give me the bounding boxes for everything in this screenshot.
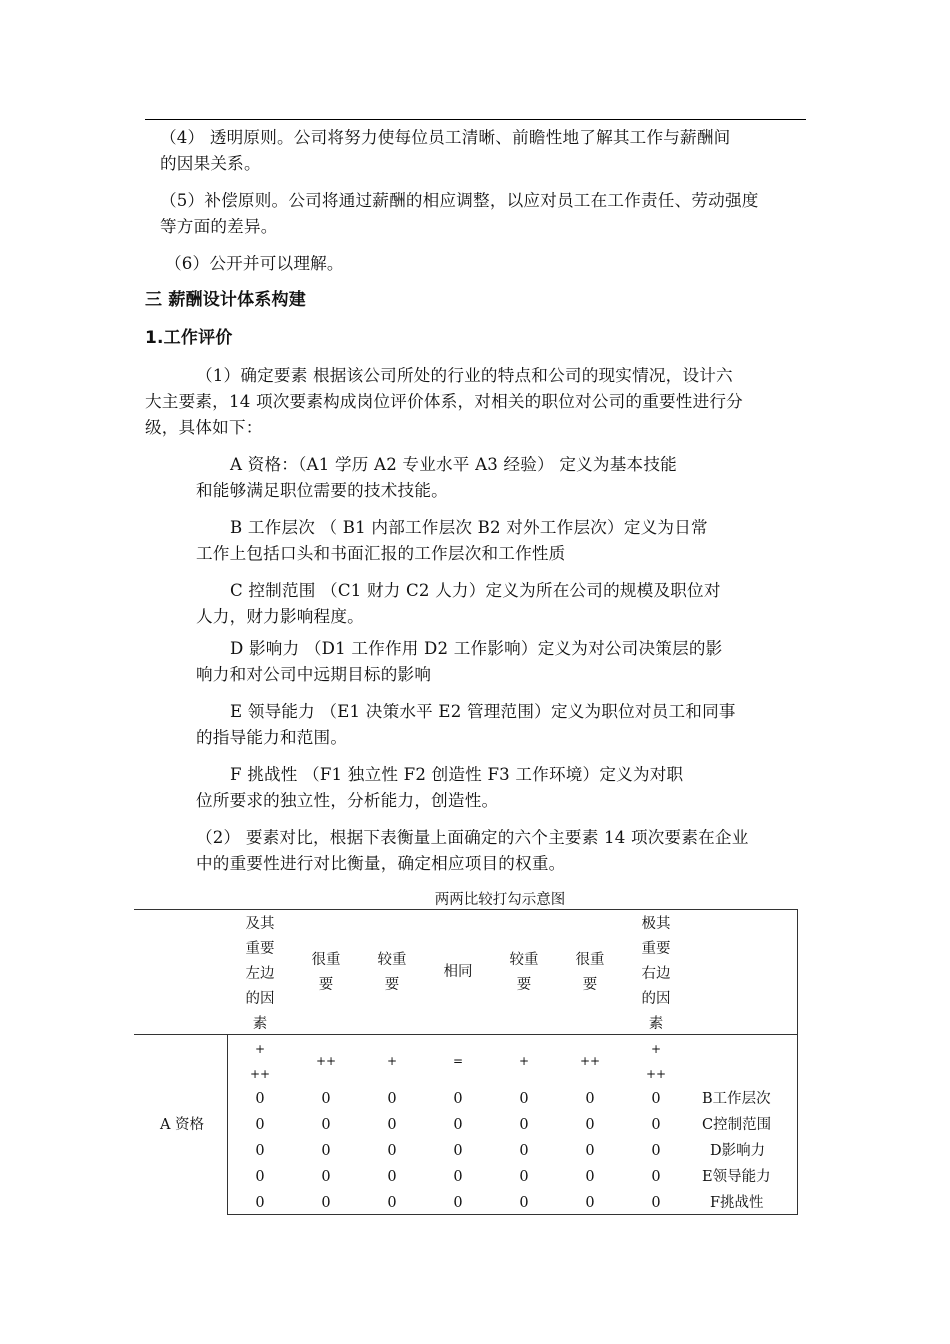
value-cell: 0 <box>321 1195 331 1211</box>
value-cell: 0 <box>321 1091 331 1107</box>
value-cell: 0 <box>651 1117 661 1133</box>
header-col-6: 很重 要 <box>575 952 605 993</box>
value-cell: 0 <box>387 1117 397 1133</box>
value-cell: 0 <box>321 1143 331 1159</box>
value-cell: 0 <box>651 1195 661 1211</box>
value-cell: 0 <box>585 1117 595 1133</box>
principle-5-line2: 等方面的差异。 <box>160 217 278 236</box>
compare-factor-name: F挑战性 <box>710 1195 764 1211</box>
header-col-4: 相同 <box>443 964 473 980</box>
factor-e-line2: 的指导能力和范围。 <box>196 728 348 747</box>
compare-factor-name: D影响力 <box>710 1143 766 1159</box>
factor-d-line2: 响力和对公司中远期目标的影响 <box>196 665 432 684</box>
step1-line1: （1）确定要素 根据该公司所处的行业的特点和公司的现实情况，设计六 <box>196 366 733 385</box>
principle-4-line2: 的因果关系。 <box>160 154 261 173</box>
factor-c-line2: 人力，财力影响程度。 <box>196 607 364 626</box>
principle-5-line1: （5）补偿原则。公司将通过薪酬的相应调整，以应对员工在工作责任、劳动强度 <box>160 191 759 210</box>
step1-line3: 级，具体如下： <box>145 418 263 437</box>
step2-line1: （2） 要素对比，根据下表衡量上面确定的六个主要素 14 项次要素在企业 <box>196 828 749 847</box>
value-cell: 0 <box>321 1169 331 1185</box>
compare-factor-name: C控制范围 <box>702 1117 772 1133</box>
table-header-border <box>134 1034 798 1035</box>
value-cell: 0 <box>387 1195 397 1211</box>
value-cell: 0 <box>255 1091 265 1107</box>
value-cell: 0 <box>255 1169 265 1185</box>
header-col-2: 很重 要 <box>311 952 341 993</box>
header-col-1: 及其 重要 左边 的因 素 <box>245 916 275 1032</box>
factor-f-line1: F 挑战性 （F1 独立性 F2 创造性 F3 工作环境）定义为对职 <box>230 765 684 784</box>
header-rule <box>145 119 806 120</box>
table-left-border <box>227 1034 228 1215</box>
row-label-a: A 资格 <box>159 1117 205 1133</box>
value-cell: 0 <box>651 1169 661 1185</box>
value-cell: 0 <box>453 1195 463 1211</box>
value-cell: 0 <box>585 1195 595 1211</box>
section-heading: 三 薪酬设计体系构建 <box>145 290 306 310</box>
factor-f-line2: 位所要求的独立性，分析能力，创造性。 <box>196 791 499 810</box>
comparison-table <box>134 909 799 1215</box>
value-cell: 0 <box>255 1117 265 1133</box>
symbol-col-2: ++ <box>315 1054 337 1068</box>
value-cell: 0 <box>585 1091 595 1107</box>
value-cell: 0 <box>453 1143 463 1159</box>
value-cell: 0 <box>453 1117 463 1133</box>
value-cell: 0 <box>255 1195 265 1211</box>
factor-a-line1: A 资格：（A1 学历 A2 专业水平 A3 经验） 定义为基本技能 <box>230 455 677 474</box>
value-cell: 0 <box>519 1117 529 1133</box>
factor-e-line1: E 领导能力 （E1 决策水平 E2 管理范围）定义为职位对员工和同事 <box>230 702 736 721</box>
compare-factor-name: B工作层次 <box>702 1091 771 1107</box>
value-cell: 0 <box>519 1169 529 1185</box>
table-caption: 两两比较打勾示意图 <box>434 892 566 908</box>
principle-6: （6）公开并可以理解。 <box>165 254 344 273</box>
factor-a-line2: 和能够满足职位需要的技术技能。 <box>196 481 448 500</box>
header-col-5: 较重 要 <box>509 952 539 993</box>
step2-line2: 中的重要性进行对比衡量，确定相应项目的权重。 <box>196 854 566 873</box>
factor-b-line2: 工作上包括口头和书面汇报的工作层次和工作性质 <box>196 544 566 563</box>
value-cell: 0 <box>651 1143 661 1159</box>
symbol-col-5: + <box>518 1054 530 1068</box>
symbol-col-1: + ++ <box>249 1042 271 1081</box>
value-cell: 0 <box>321 1117 331 1133</box>
symbol-col-3: + <box>386 1054 398 1068</box>
principle-4-line1: （4） 透明原则。公司将努力使每位员工清晰、前瞻性地了解其工作与薪酬间 <box>160 128 731 147</box>
symbol-col-4: = <box>452 1054 464 1068</box>
header-col-3: 较重 要 <box>377 952 407 993</box>
factor-c-line1: C 控制范围 （C1 财力 C2 人力）定义为所在公司的规模及职位对 <box>230 581 721 600</box>
value-cell: 0 <box>519 1195 529 1211</box>
factor-d-line1: D 影响力 （D1 工作作用 D2 工作影响）定义为对公司决策层的影 <box>230 639 723 658</box>
table-right-border <box>797 909 798 1215</box>
header-col-7: 极其 重要 右边 的因 素 <box>641 916 671 1032</box>
compare-factor-name: E领导能力 <box>702 1169 771 1185</box>
subsection-heading: 1.工作评价 <box>145 328 233 348</box>
value-cell: 0 <box>387 1091 397 1107</box>
table-top-border <box>134 909 798 910</box>
value-cell: 0 <box>585 1169 595 1185</box>
factor-b-line1: B 工作层次 （ B1 内部工作层次 B2 对外工作层次）定义为日常 <box>230 518 708 537</box>
value-cell: 0 <box>453 1169 463 1185</box>
value-cell: 0 <box>453 1091 463 1107</box>
value-cell: 0 <box>387 1143 397 1159</box>
step1-line2: 大主要素，14 项次要素构成岗位评价体系，对相关的职位对公司的重要性进行分 <box>145 392 743 411</box>
symbol-col-7: + ++ <box>645 1042 667 1081</box>
symbol-col-6: ++ <box>579 1054 601 1068</box>
value-cell: 0 <box>651 1091 661 1107</box>
value-cell: 0 <box>387 1169 397 1185</box>
value-cell: 0 <box>585 1143 595 1159</box>
value-cell: 0 <box>255 1143 265 1159</box>
value-cell: 0 <box>519 1143 529 1159</box>
value-cell: 0 <box>519 1091 529 1107</box>
